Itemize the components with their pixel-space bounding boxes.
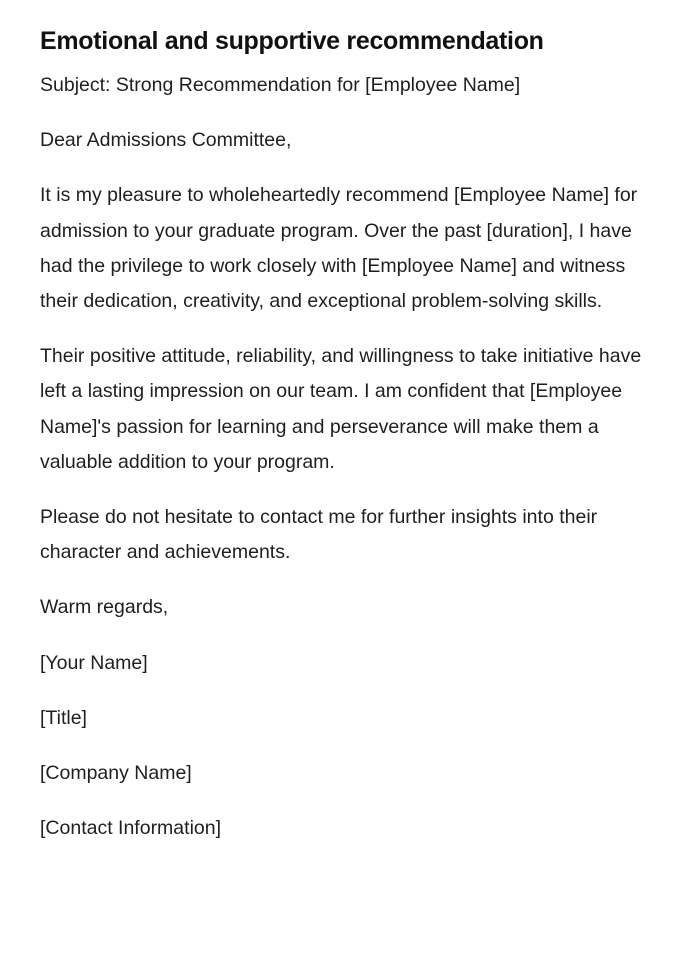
body-paragraph-intro: It is my pleasure to wholeheartedly recommend [Employee Name] for admission to your graduate program. Over the past [duration], I have had the privilege to work closely with [Employee Name] and witness their dedication, creativity, and exceptional problem-solving skills. [40, 184, 638, 313]
signature-company: [Company Name] [40, 762, 192, 785]
salutation: Dear Admissions Committee, [40, 129, 292, 152]
signature-contact: [Contact Information] [40, 817, 222, 840]
signature-name: [Your Name] [40, 651, 148, 674]
subject-line: Subject: Strong Recommendation for [Employee Name] [40, 74, 521, 96]
body-paragraph-qualities: Their positive attitude, reliability, and willingness to take initiative have left a lasting impression on our team. I am confident that [Employee Name]'s passion for learning and perseverance will make them a valuable addition to your program. [40, 345, 642, 473]
body-paragraph-contact: Please do not hesitate to contact me for further insights into their character and achievements. [40, 506, 598, 564]
closing-line: Warm regards, [40, 596, 169, 619]
document-title: Emotional and supportive recommendation [40, 27, 544, 55]
signature-title: [Title] [40, 706, 87, 729]
